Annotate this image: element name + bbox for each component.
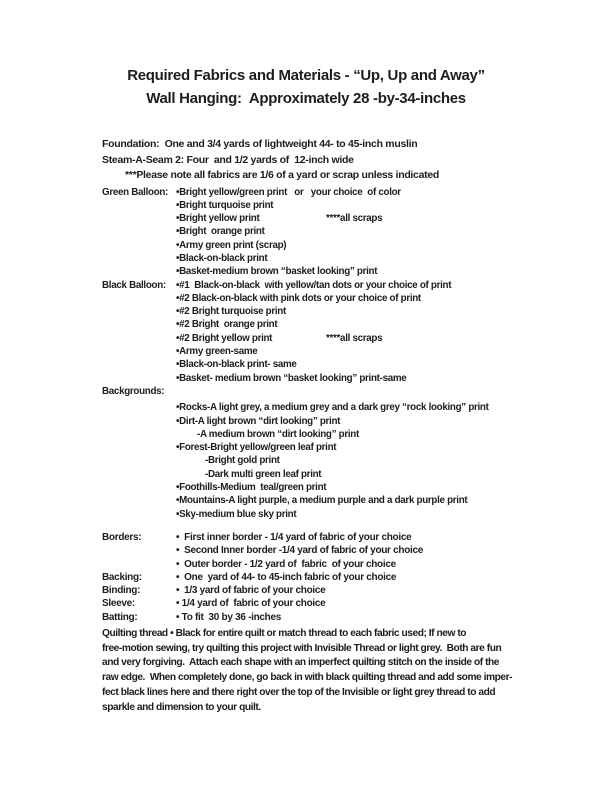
item-line: •Foothills-Medium teal/green print xyxy=(176,482,327,494)
spec-label: Backing: xyxy=(102,571,142,583)
spec-items xyxy=(176,597,592,610)
item-line: -Dark multi green leaf print xyxy=(205,468,322,480)
title-line-2: Wall Hanging: Approximately 28 -by-34-inches xyxy=(146,90,466,107)
spec-line: • To fit 30 by 36 -inches xyxy=(176,611,281,623)
spec-items xyxy=(176,531,592,571)
spec-row xyxy=(102,571,592,584)
item-line: •Bright orange print xyxy=(176,226,265,238)
fabric-section xyxy=(102,385,592,521)
spec-line: • One yard of 44- to 45-inch fabric of your choice xyxy=(176,571,397,583)
item-line: •Forest-Bright yellow/green leaf print xyxy=(176,442,337,454)
item-line: •Rocks-A light grey, a medium grey and a dark grey “rock looking” print xyxy=(176,402,489,414)
item-line: •Bright yellow print ****all scraps xyxy=(176,213,383,225)
spec-label: Borders: xyxy=(102,531,142,543)
spec-line: • First inner border - 1/4 yard of fabric of your choice xyxy=(176,531,412,543)
item-line: •#2 Black-on-black with pink dots or your choice of print xyxy=(176,292,421,304)
paragraph-line: free-motion sewing, try quilting this project with Invisible Thread or light grey. Both are fun xyxy=(102,642,502,654)
paragraph-line: sparkle and dimension to your quilt. xyxy=(102,701,261,713)
paragraph-line: raw edge. When completely done, go back in with black quilting thread and add some imper- xyxy=(102,672,513,684)
spec-row xyxy=(102,597,592,610)
paragraph-line: and very forgiving. Attach each shape with an imperfect quilting stitch on the inside of the xyxy=(102,657,500,669)
title-line-1: Required Fabrics and Materials - “Up, Up and Away” xyxy=(127,67,485,84)
intro-block xyxy=(102,137,592,184)
section-label: Black Balloon: xyxy=(102,279,166,291)
spec-label: Binding: xyxy=(102,585,141,597)
fabric-section xyxy=(102,186,592,279)
fabric-section xyxy=(102,279,592,385)
scraps-note: ****all scraps xyxy=(326,213,383,225)
item-line: •Army green print (scrap) xyxy=(176,239,287,251)
intro-line: ***Please note all fabrics are 1/6 of a yard or scrap unless indicated xyxy=(125,169,439,181)
spec-items xyxy=(176,584,592,597)
document-content xyxy=(102,137,592,715)
spec-line: • 1/4 yard of fabric of your choice xyxy=(176,598,326,610)
spec-label: Sleeve: xyxy=(102,598,135,610)
spec-items xyxy=(176,611,592,624)
spec-row xyxy=(102,611,592,624)
spec-label: Batting: xyxy=(102,611,138,623)
item-line: •Mountains-A light purple, a medium purple and a dark purple print xyxy=(176,495,468,507)
item-line: -Bright gold print xyxy=(205,455,280,467)
section-items xyxy=(176,279,592,385)
item-line: •Black-on-black print- same xyxy=(176,359,297,371)
paragraph-line: fect black lines here and there right over the top of the Invisible or light grey thread to add xyxy=(102,686,496,698)
item-line: •Dirt-A light brown “dirt looking” print xyxy=(176,415,341,427)
item-line: •#2 Bright turquoise print xyxy=(176,306,286,318)
item-line: •#2 Bright yellow print ****all scraps xyxy=(176,332,383,344)
item-line: •Basket-medium brown “basket looking” print xyxy=(176,266,378,278)
section-label: Backgrounds: xyxy=(102,385,165,397)
scraps-note: ****all scraps xyxy=(326,332,383,344)
item-line: •Army green-same xyxy=(176,346,258,358)
section-items xyxy=(176,401,592,521)
materials-sections xyxy=(102,186,592,521)
spec-line: • Second Inner border -1/4 yard of fabric of your choice xyxy=(176,545,424,557)
spec-line: • 1/3 yard of fabric of your choice xyxy=(176,585,326,597)
item-line: •Bright turquoise print xyxy=(176,199,274,211)
specs-block xyxy=(102,531,592,624)
item-line: •#2 Bright orange print xyxy=(176,319,278,331)
section-label: Green Balloon: xyxy=(102,186,169,198)
item-line: •#1 Black-on-black with yellow/tan dots or your choice of print xyxy=(176,279,452,291)
paragraph-line: Quilting thread • Black for entire quilt or match thread to each fabric used; If new to xyxy=(102,628,467,639)
closing-paragraph xyxy=(102,627,592,715)
item-line: •Sky-medium blue sky print xyxy=(176,508,297,520)
spec-line: • Outer border - 1/2 yard of fabric of your choice xyxy=(176,558,396,570)
item-line: •Basket- medium brown “basket looking” print-same xyxy=(176,372,407,384)
intro-line: Foundation: One and 3/4 yards of lightweight 44- to 45-inch muslin xyxy=(102,138,418,150)
section-items xyxy=(176,186,592,279)
spec-row xyxy=(102,584,592,597)
document-title xyxy=(0,64,612,110)
spec-row xyxy=(102,531,592,571)
item-line: -A medium brown “dirt looking” print xyxy=(197,428,359,440)
intro-line: Steam-A-Seam 2: Four and 1/2 yards of 12-inch wide xyxy=(102,153,354,166)
spec-items xyxy=(176,571,592,584)
item-line: •Bright yellow/green print or your choice of color xyxy=(176,186,401,198)
item-line: •Black-on-black print xyxy=(176,252,268,264)
